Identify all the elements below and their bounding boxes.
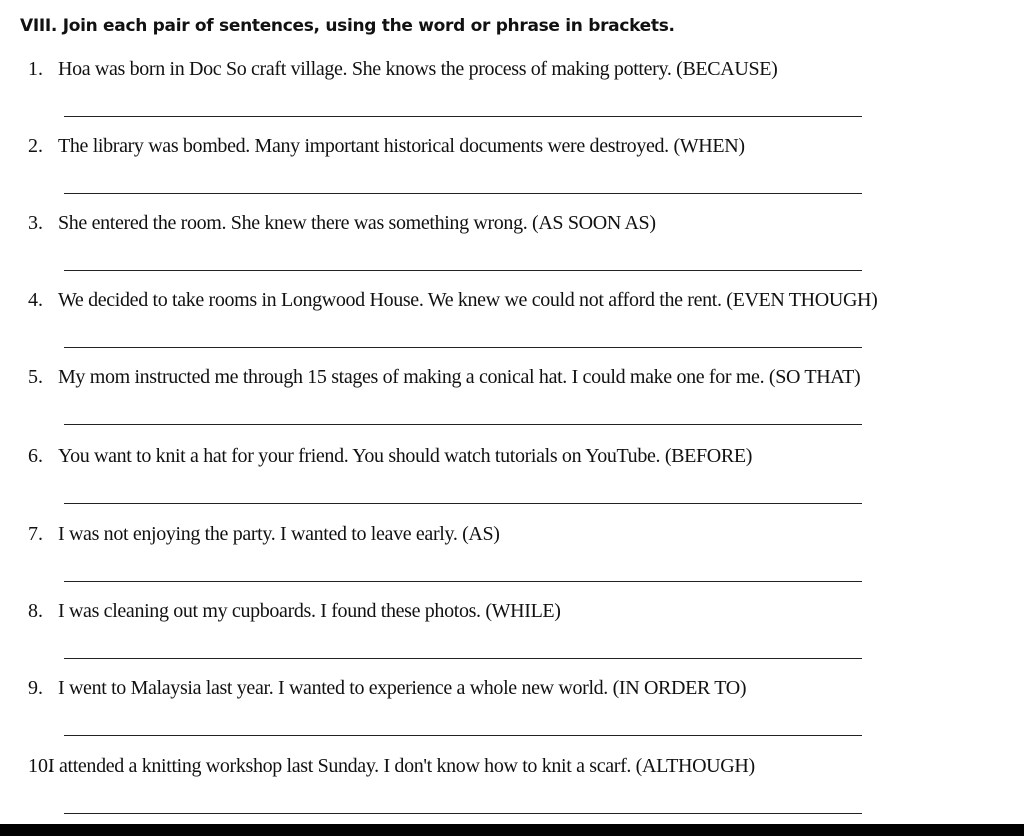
item-number: 8. <box>28 600 43 622</box>
item-number: 5. <box>28 366 43 388</box>
exercise-item-4 <box>0 289 1024 367</box>
answer-line <box>64 347 862 348</box>
item-number: 9. <box>28 677 43 699</box>
item-number: 4. <box>28 289 43 311</box>
exercise-item-7 <box>0 523 1024 601</box>
answer-line <box>64 581 862 582</box>
item-sentence: I went to Malaysia last year. I wanted to experience a whole new world. (IN ORDER TO) <box>58 677 747 699</box>
exercise-item-3 <box>0 212 1024 290</box>
answer-line <box>64 424 862 425</box>
item-sentence: I attended a knitting workshop last Sunday. I don't know how to knit a scarf. (ALTHOUGH) <box>48 755 755 777</box>
item-sentence: Hoa was born in Doc So craft village. She knows the process of making pottery. (BECAUSE) <box>58 58 778 80</box>
item-sentence: The library was bombed. Many important historical documents were destroyed. (WHEN) <box>58 135 745 157</box>
answer-line <box>64 735 862 736</box>
item-number: 1. <box>28 58 43 80</box>
item-sentence: I was cleaning out my cupboards. I found these photos. (WHILE) <box>58 600 561 622</box>
item-sentence: You want to knit a hat for your friend. You should watch tutorials on YouTube. (BEFORE) <box>58 445 753 467</box>
item-sentence: I was not enjoying the party. I wanted to leave early. (AS) <box>58 523 500 545</box>
item-number: 3. <box>28 212 43 234</box>
exercise-item-2 <box>0 135 1024 213</box>
exercise-heading: VIII. Join each pair of sentences, using the word or phrase in brackets. <box>20 16 675 36</box>
exercise-item-5 <box>0 366 1024 444</box>
exercise-item-8 <box>0 600 1024 678</box>
exercise-item-10 <box>0 755 1024 821</box>
answer-line <box>64 813 862 814</box>
answer-line <box>64 658 862 659</box>
answer-line <box>64 116 862 117</box>
exercise-item-6 <box>0 445 1024 523</box>
item-sentence: She entered the room. She knew there was something wrong. (AS SOON AS) <box>58 212 656 234</box>
item-number: 7. <box>28 523 43 545</box>
item-number: 2. <box>28 135 43 157</box>
item-number: 10. <box>28 755 53 777</box>
bottom-edge-bar <box>0 824 1024 836</box>
exercise-item-9 <box>0 677 1024 755</box>
answer-line <box>64 270 862 271</box>
answer-line <box>64 503 862 504</box>
exercise-item-1 <box>0 58 1024 136</box>
item-sentence: My mom instructed me through 15 stages of making a conical hat. I could make one for me. (SO THAT) <box>58 366 861 388</box>
item-sentence: We decided to take rooms in Longwood House. We knew we could not afford the rent. (EVEN THOUGH) <box>58 289 878 311</box>
item-number: 6. <box>28 445 43 467</box>
answer-line <box>64 193 862 194</box>
